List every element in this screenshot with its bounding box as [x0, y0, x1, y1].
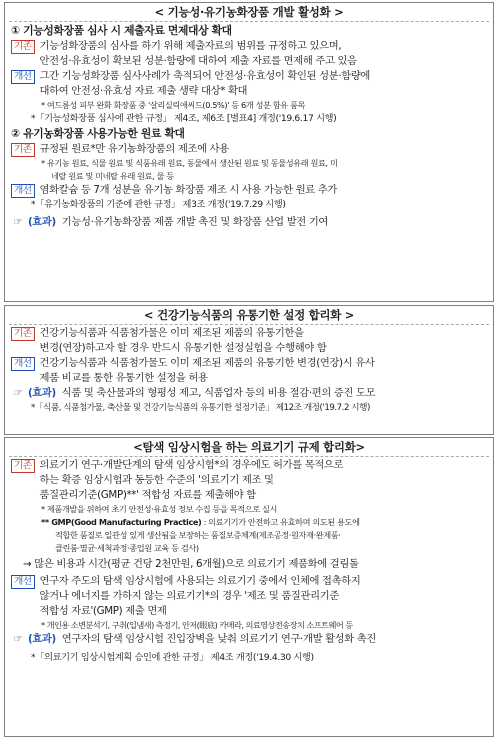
footnote: 클린룸·멸균·세척과정·종업원 교육 등 검사)	[55, 543, 199, 553]
improvement-tag: 개선	[11, 70, 35, 84]
regulation-reference: *「기능성화장품 심사에 관한 규정」 제4조, 제6조 [별표4] 개정('19.6.17 시행)	[31, 113, 337, 124]
text-line: 건강기능식품과 식품첨가물도 이미 제조된 제품의 유통기한 변경(연장)시 유사	[39, 357, 375, 369]
text-line: 건강기능식품과 식품첨가물은 이미 제조된 제품의 유통기한을	[39, 327, 304, 339]
section-cosmetics	[4, 2, 494, 302]
gmp-term: ** GMP(Good Manufacturing Practice)	[41, 517, 202, 527]
text-line: 안전성·유효성이 확보된 성분·함량에 대하여 제출 자료를 면제해 주고 있음	[39, 55, 357, 67]
regulation-reference: *「의료기기 임상시험계획 승인에 관한 규정」 제4조 개정('19.4.30 시행)	[31, 652, 314, 663]
text-line: 적합성 자료'(GMP) 제출 면제	[39, 605, 167, 617]
effect-label: (효과)	[27, 216, 56, 228]
effect-line	[11, 215, 487, 230]
subsection-title-functional: ① 기능성화장품 심사 시 제출자료 면제대상 확대	[11, 24, 232, 37]
text-line: 염화칼슘 등 7개 성분을 유기농 화장품 제조 시 사용 가능한 원료 추가	[39, 184, 338, 196]
text-line: 연구자 주도의 탐색 임상시험에 사용되는 의료기기 중에서 인체에 접촉하지	[39, 575, 361, 587]
regulation-reference: *「식품, 식품첨가물, 축산물 및 건강기능식품의 유통기한 설정기준」 제12조 개정('19.7.2 시행)	[31, 403, 370, 413]
effect-line	[11, 632, 487, 647]
improvement-tag: 개선	[11, 184, 35, 198]
existing-block	[11, 39, 487, 69]
improvement-tag: 개선	[11, 575, 35, 589]
footnote: * 제품개발을 위하여 초기 안전성·유효성 정보 수집 등을 목적으로 실시	[41, 504, 277, 514]
gmp-definition: : 의료기기가 안전하고 유효하며 의도된 용도에	[203, 517, 360, 527]
existing-block	[11, 458, 487, 503]
section-health-food	[4, 305, 494, 435]
improvement-block	[11, 574, 487, 619]
text-line: 품질관리기준(GMP)**' 적합성 자료를 제출해야 함	[39, 489, 256, 501]
text-line: 그간 기능성화장품 심사사례가 축적되어 안전성·유효성이 확인된 성분·함량에	[39, 70, 371, 82]
footnote: * 여드름성 피부 완화 화장품 중 '살리실릭애씨드(0.5%)' 등 6개 성분 함유 품목	[41, 100, 305, 110]
regulation-reference: *「유기농화장품의 기준에 관한 규정」 제3조 개정('19.7.29 시행)	[31, 199, 286, 210]
text-line: 대하여 안전성·유효성 자료 제출 생략 대상* 확대	[39, 85, 248, 97]
pointing-hand-icon: ☞	[13, 217, 23, 228]
footnote: 네랄 원료 및 미네랄 유래 원료, 물 등	[51, 171, 174, 181]
text-line: 기능성화장품의 심사를 하기 위해 제출자료의 범위를 규정하고 있으며,	[39, 40, 342, 52]
effect-label: (효과)	[27, 387, 56, 399]
existing-tag: 기존	[11, 40, 35, 54]
existing-tag: 기존	[11, 459, 35, 473]
text-line: 규정된 원료*만 유기농화장품의 제조에 사용	[39, 143, 229, 155]
text-line: 의료기기 연구·개발단계의 탐색 임상시험*의 경우에도 허가를 목적으로	[39, 459, 344, 471]
text-line: 않거나 에너지를 가하지 않는 의료기기*의 경우 '제조 및 품질관리기준	[39, 590, 339, 602]
section-title: <탐색 임상시험을 하는 의료기기 규제 합리화>	[9, 438, 489, 457]
effect-text: 기능성·유기농화장품 제품 개발 촉진 및 화장품 산업 발전 기여	[61, 216, 329, 228]
improvement-block	[11, 356, 487, 386]
section-medical-device	[4, 437, 494, 737]
effect-label: (효과)	[27, 633, 56, 645]
improvement-block	[11, 69, 487, 99]
improvement-tag: 개선	[11, 357, 35, 371]
footnote: * 개인용 소변분석기, 구취(입냄새) 측정기, 안저(眼底) 카메라, 의료영상전송장치 소프트웨어 등	[41, 620, 353, 630]
pointing-hand-icon: ☞	[13, 388, 23, 399]
footnote: * 유기농 원료, 식물 원료 및 식품유래 원료, 동물에서 생산된 원료 및 동물성유래 원료, 미	[41, 158, 338, 168]
effect-line	[11, 386, 487, 401]
existing-tag: 기존	[11, 327, 35, 341]
improvement-block	[11, 183, 487, 198]
subsection-title-organic: ② 유기농화장품 사용가능한 원료 확대	[11, 127, 185, 140]
consequence-line: → 많은 비용과 시간(평균 건당 2천만원, 6개월)으로 의료기기 제품화에 걸림돌	[23, 558, 359, 570]
existing-tag: 기존	[11, 143, 35, 157]
section-title: < 기능성·유기농화장품 개발 활성화 >	[9, 3, 489, 22]
effect-text: 연구자의 탐색 임상시험 진입장벽을 낮춰 의료기기 연구·개발 활성화 촉진	[61, 633, 376, 645]
existing-block	[11, 326, 487, 356]
text-line: 제품 비교를 통한 유통기한 설정을 허용	[39, 372, 208, 384]
footnote: 적합한 품질로 일관성 있게 생산됨을 보장하는 품질보증체계(제조공정·원자재·완제품·	[55, 530, 341, 540]
footnote	[11, 516, 487, 529]
section-title: < 건강기능식품의 유통기한 설정 합리화 >	[9, 306, 489, 325]
existing-block	[11, 142, 487, 157]
pointing-hand-icon: ☞	[13, 634, 23, 645]
effect-text: 식품 및 축산물과의 형평성 제고, 식품업자 등의 비용 절감·편의 증진 도모	[61, 387, 376, 399]
text-line: 변경(연장)하고자 할 경우 반드시 유통기한 설정실험을 수행해야 함	[39, 342, 327, 354]
text-line: 하는 확증 임상시험과 동등한 수준의 '의료기기 제조 및	[39, 474, 274, 486]
